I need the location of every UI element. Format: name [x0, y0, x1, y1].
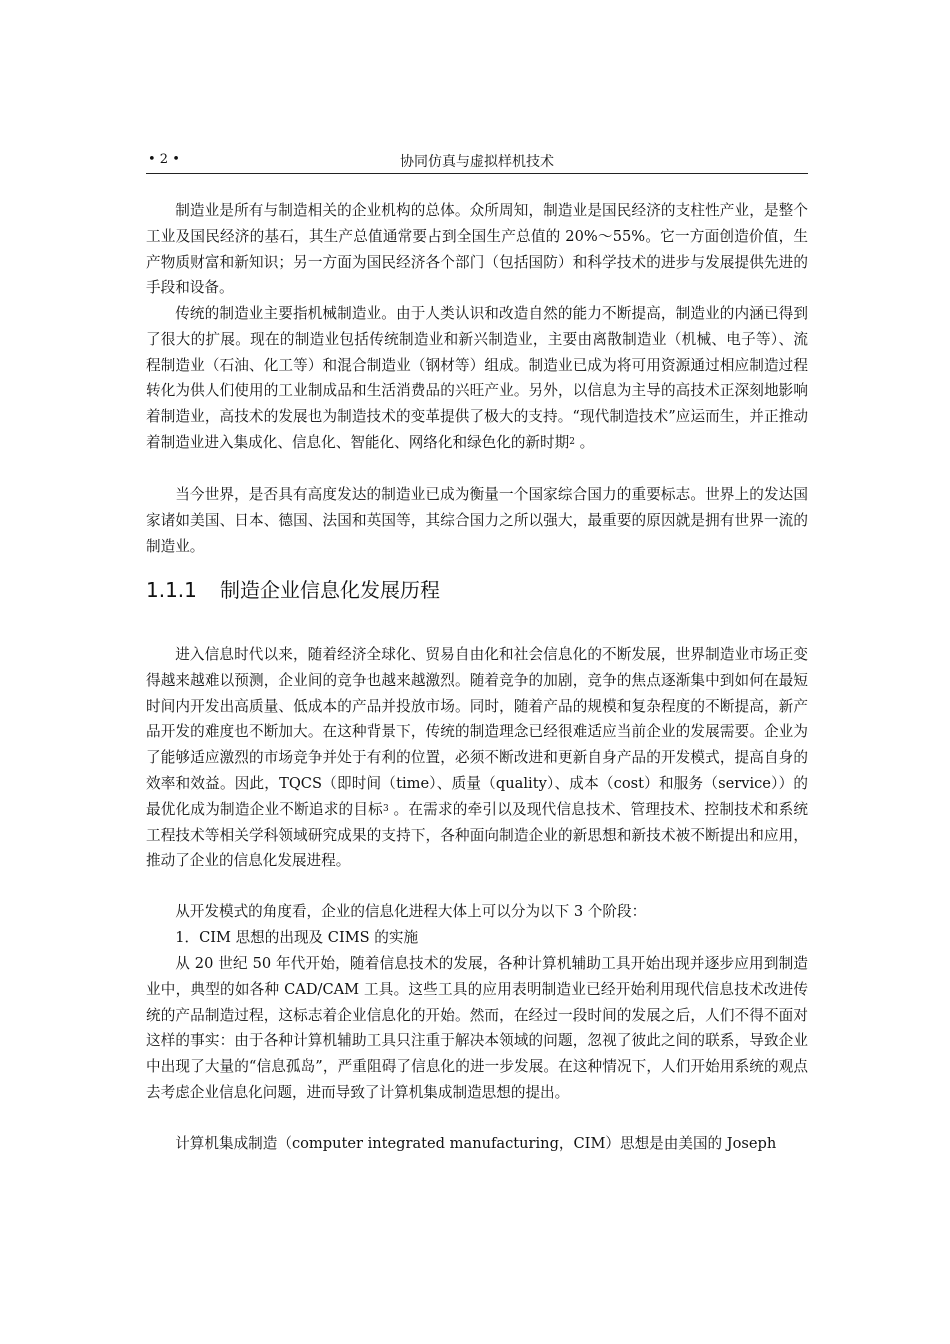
reference-marker: 2	[569, 436, 575, 447]
page-number: • 2 •	[148, 152, 180, 167]
paragraph-2	[146, 301, 808, 456]
paragraph-7: 计算机集成制造（computer integrated manufacturing，CIM）思想是由美国的 Joseph	[175, 1135, 777, 1152]
section-heading	[146, 574, 440, 606]
running-header	[146, 150, 808, 174]
paragraph-1: 制造业是所有与制造相关的企业机构的总体。众所周知，制造业是国民经济的支柱性产业，是整个工业及国民经济的基石，其生产总值通常要占到全国生产总值的 20%～55%。它一方面创造价值，生产物质财富和新知识；另一方面为国民经济各个部门（包括国防）和科学技术的进步与发展提供先进的手段和设备。	[146, 202, 808, 297]
paragraph-2-tail: 。	[574, 433, 595, 451]
paragraph-5: 从开发模式的角度看，企业的信息化进程大体上可以分为以下 3 个阶段：	[175, 903, 647, 920]
paragraph-6: 从 20 世纪 50 年代开始，随着信息技术的发展，各种计算机辅助工具开始出现并逐步应用到制造业中，典型的如各种 CAD/CAM 工具。这些工具的应用表明制造业已经开始利用现代信息技术改进传统的产品制造过程，这标志着企业信息化的开始。然而，在经过一段时间的发展之后，人们不得不面对这样的事实：由于各种计算机辅助工具只注重于解决本领域的问题，忽视了彼此之间的联系，导致企业中出现了大量的“信息孤岛”，严重阻碍了信息化的进一步发展。在这种情况下，人们开始用系统的观点去考虑企业信息化问题，进而导致了计算机集成制造思想的提出。	[146, 955, 808, 1101]
section-number: 1.1.1	[146, 578, 197, 602]
paragraph-3: 当今世界，是否具有高度发达的制造业已成为衡量一个国家综合国力的重要标志。世界上的发达国家诸如美国、日本、德国、法国和英国等，其综合国力之所以强大，最重要的原因就是拥有世界一流的制造业。	[146, 486, 808, 555]
paragraph-4-tail: 。在需求的牵引以及现代信息技术、管理技术、控制技术和系统工程技术等相关学科领域研究成果的支持下，各种面向制造企业的新思想和新技术被不断提出和应用，推动了企业的信息化发展进程。	[146, 800, 808, 870]
paragraph-4-text: 进入信息时代以来，随着经济全球化、贸易自由化和社会信息化的不断发展，世界制造业市场正变得越来越难以预测，企业间的竞争也越来越激烈。随着竞争的加剧，竞争的焦点逐渐集中到如何在最短时间内开发出高质量、低成本的产品并投放市场。同时，随着产品的规模和复杂程度的不断提高，新产品开发的难度也不断加大。在这种背景下，传统的制造理念已经很难适应当前企业的发展需要。企业为了能够适应激烈的市场竞争并处于有利的位置，必须不断改进和更新自身产品的开发模式，提高自身的效率和效益。因此，TQCS（即时间（time）、质量（quality）、成本（cost）和服务（service））的最优化成为制造企业不断追求的目标	[146, 646, 808, 818]
running-title: 协同仿真与虚拟样机技术	[400, 154, 554, 170]
reference-marker: 3	[382, 803, 389, 814]
header-rule	[146, 173, 808, 174]
subsection-heading: 1．CIM 思想的出现及 CIMS 的实施	[175, 929, 419, 946]
section-title: 制造企业信息化发展历程	[220, 578, 440, 602]
paragraph-4	[146, 642, 808, 874]
paragraph-2-text: 传统的制造业主要指机械制造业。由于人类认识和改造自然的能力不断提高，制造业的内涵已得到了很大的扩展。现在的制造业包括传统制造业和新兴制造业，主要由离散制造业（机械、电子等）、流程制造业（石油、化工等）和混合制造业（钢材等）组成。制造业已成为将可用资源通过相应制造过程转化为供人们使用的工业制成品和生活消费品的兴旺产业。另外，以信息为主导的高技术正深刻地影响着制造业，高技术的发展也为制造技术的变革提供了极大的支持。“现代制造技术”应运而生，并正推动着制造业进入集成化、信息化、智能化、网络化和绿色化的新时期	[146, 305, 808, 451]
